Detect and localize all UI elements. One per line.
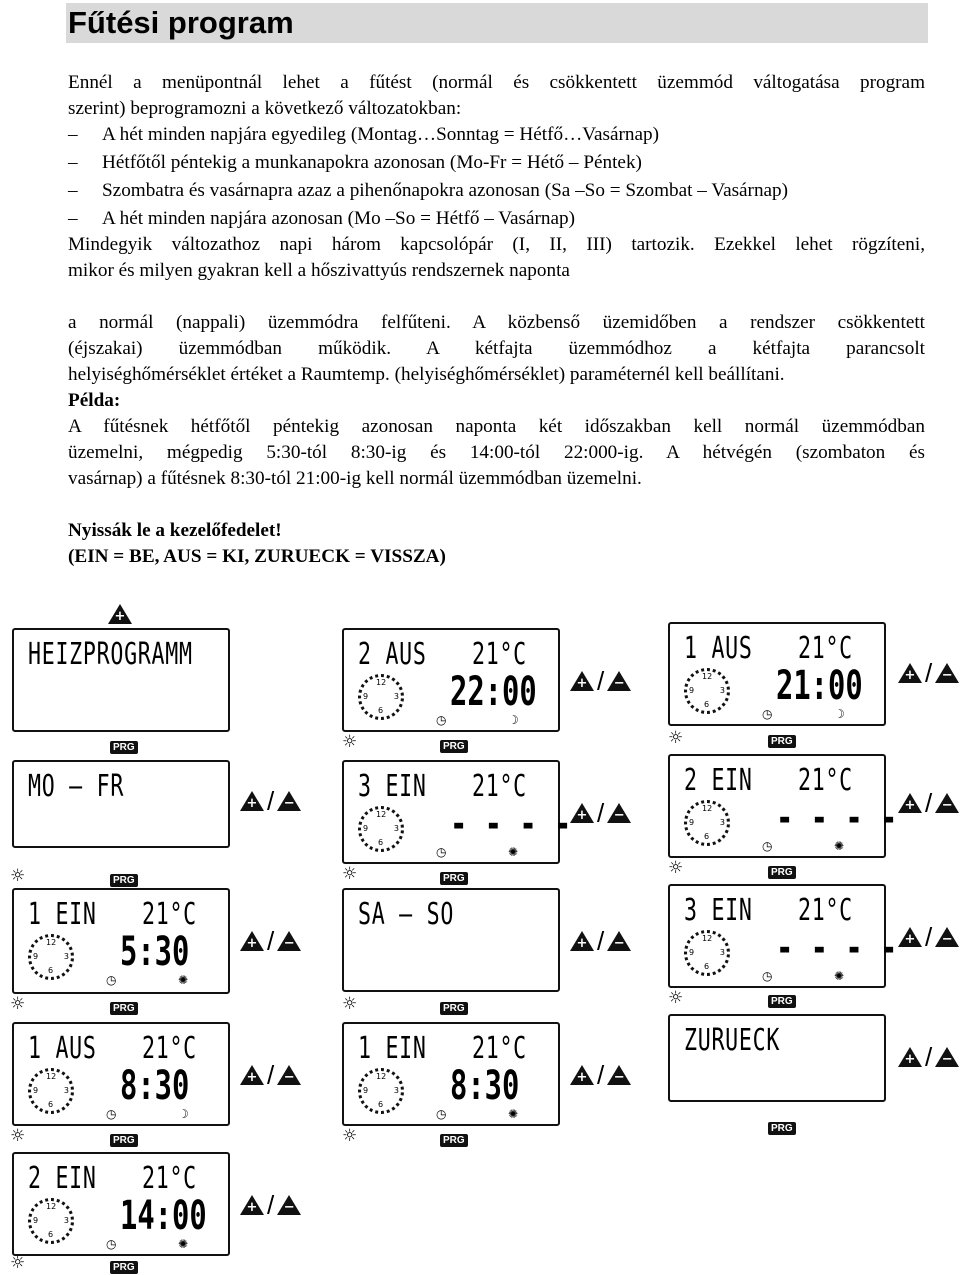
- minus-icon: −: [941, 1052, 953, 1067]
- sunburst-icon: ☼: [10, 1253, 26, 1273]
- sunburst-icon: ☼: [668, 858, 684, 878]
- plus-button[interactable]: [898, 793, 922, 813]
- display-time: - - - -: [776, 795, 898, 841]
- sun-icon: ✺: [834, 969, 845, 983]
- bullet-text: A hét minden napjára azonosan (Mo –So = Hétfő – Vasárnap): [102, 208, 575, 229]
- slash-separator: /: [267, 1060, 275, 1090]
- plus-icon: +: [576, 936, 588, 951]
- display-time: 5:30: [120, 929, 190, 975]
- plus-minus-buttons[interactable]: [898, 790, 959, 816]
- display-text: 1 AUS: [684, 631, 753, 666]
- minus-button[interactable]: [277, 1195, 301, 1215]
- plus-icon: +: [576, 1070, 588, 1085]
- prg-button[interactable]: PRG: [110, 741, 138, 754]
- bullet-dash: –: [68, 208, 78, 229]
- plus-icon: +: [576, 676, 588, 691]
- plus-minus-buttons[interactable]: [240, 788, 301, 814]
- display-text: 1 AUS: [28, 1031, 97, 1066]
- plus-minus-buttons[interactable]: [570, 928, 631, 954]
- dial-icon: 12 6 9 3: [684, 668, 730, 714]
- clock-icon: ◷: [762, 839, 773, 853]
- intro-line-1: Ennél a menüpontnál lehet a fűtést (normál és csökkentett üzemmód váltogatása program: [68, 72, 925, 93]
- plus-button[interactable]: [898, 1047, 922, 1067]
- display-text: MO – FR: [28, 769, 125, 804]
- prg-button[interactable]: PRG: [440, 1002, 468, 1015]
- prg-button[interactable]: PRG: [768, 1122, 796, 1135]
- moon-icon: ☽: [834, 707, 845, 721]
- clock-icon: ◷: [762, 969, 773, 983]
- plus-minus-buttons[interactable]: [898, 1044, 959, 1070]
- lcd-display: [342, 628, 560, 732]
- plus-button[interactable]: [108, 604, 132, 624]
- clock-icon: ◷: [106, 973, 117, 987]
- plus-minus-buttons[interactable]: [898, 660, 959, 686]
- example-line-1: A fűtésnek hétfőtől péntekig azonosan naponta két időszakban kell normál üzemmódban: [68, 416, 925, 437]
- bullet-text: Hétfőtől péntekig a munkanapokra azonosan (Mo-Fr = Hétő – Péntek): [102, 152, 642, 173]
- prg-button[interactable]: PRG: [440, 740, 468, 753]
- clock-icon: ◷: [762, 707, 773, 721]
- minus-icon: −: [941, 668, 953, 683]
- slash-separator: /: [597, 666, 605, 696]
- lcd-display: [12, 888, 230, 994]
- slash-separator: /: [267, 1190, 275, 1220]
- lcd-display: [342, 760, 572, 864]
- minus-icon: −: [283, 1200, 295, 1215]
- slash-separator: /: [925, 788, 933, 818]
- lcd-display: [12, 760, 230, 848]
- prg-button[interactable]: PRG: [110, 874, 138, 887]
- minus-icon: −: [283, 1070, 295, 1085]
- slash-separator: /: [597, 798, 605, 828]
- plus-icon: +: [904, 932, 916, 947]
- minus-button[interactable]: [607, 1065, 631, 1085]
- minus-button[interactable]: [277, 1065, 301, 1085]
- clock-icon: ◷: [106, 1237, 117, 1251]
- prg-button[interactable]: PRG: [110, 1261, 138, 1274]
- dial-icon: 12 6 9 3: [684, 930, 730, 976]
- plus-button[interactable]: [898, 663, 922, 683]
- lcd-display: [12, 1022, 230, 1126]
- minus-icon: −: [941, 798, 953, 813]
- plus-icon: +: [246, 1070, 258, 1085]
- prg-button[interactable]: PRG: [110, 1002, 138, 1015]
- display-time: 21:00: [776, 663, 863, 709]
- plus-icon: +: [114, 609, 126, 624]
- clock-icon: ◷: [436, 713, 447, 727]
- display-text: 2 AUS: [358, 637, 427, 672]
- para1-line-1: Mindegyik változathoz napi három kapcsolópár (I, II, III) tartozik. Ezekkel lehet rögzíteni,: [68, 234, 925, 255]
- display-text: 1 EIN: [28, 897, 97, 932]
- sunburst-icon: ☼: [342, 994, 358, 1014]
- dial-icon: 12 6 9 3: [684, 800, 730, 846]
- plus-icon: +: [576, 808, 588, 823]
- plus-minus-buttons[interactable]: [570, 800, 631, 826]
- dial-icon: 12 6 9 3: [28, 1068, 74, 1114]
- plus-minus-buttons[interactable]: [570, 668, 631, 694]
- minus-button[interactable]: [607, 931, 631, 951]
- display-time: - - - -: [450, 801, 572, 847]
- bullet-text: A hét minden napjára egyedileg (Montag…Sonntag = Hétfő…Vasárnap): [102, 124, 659, 145]
- minus-button[interactable]: [935, 927, 959, 947]
- clock-icon: ◷: [436, 845, 447, 859]
- bullet-text: Szombatra és vasárnapra azaz a pihenőnapokra azonosan (Sa –So = Szombat – Vasárnap): [102, 180, 789, 201]
- display-temperature: 21°C: [472, 637, 527, 672]
- lcd-display: [668, 884, 898, 988]
- prg-button[interactable]: PRG: [440, 1134, 468, 1147]
- plus-icon: +: [246, 1200, 258, 1215]
- display-time: 8:30: [120, 1063, 190, 1109]
- plus-icon: +: [904, 1052, 916, 1067]
- sun-icon: ✺: [508, 845, 519, 859]
- plus-minus-buttons[interactable]: [240, 1062, 301, 1088]
- display-text: 1 EIN: [358, 1031, 427, 1066]
- lcd-display: [12, 628, 230, 732]
- instruction-line-1: Nyissák le a kezelőfedelet!: [68, 520, 282, 541]
- dial-icon: 12 6 9 3: [358, 674, 404, 720]
- display-text: 3 EIN: [358, 769, 427, 804]
- example-line-3: vasárnap) a fűtésnek 8:30-tól 21:00-ig kell normál üzemmódban üzemelni.: [68, 468, 642, 489]
- display-temperature: 21°C: [142, 1161, 197, 1196]
- sunburst-icon: ☼: [342, 1126, 358, 1146]
- clock-icon: ◷: [436, 1107, 447, 1121]
- sunburst-icon: ☼: [10, 994, 26, 1014]
- plus-icon: +: [904, 668, 916, 683]
- minus-button[interactable]: [607, 671, 631, 691]
- bullet-dash: –: [68, 152, 78, 173]
- sunburst-icon: ☼: [342, 732, 358, 752]
- display-temperature: 21°C: [472, 1031, 527, 1066]
- minus-icon: −: [283, 796, 295, 811]
- lcd-display: [668, 1014, 886, 1102]
- slash-separator: /: [925, 922, 933, 952]
- sun-icon: ✺: [834, 839, 845, 853]
- display-text: 2 EIN: [684, 763, 753, 798]
- dial-icon: 12 6 9 3: [358, 1068, 404, 1114]
- plus-minus-buttons[interactable]: [898, 924, 959, 950]
- slash-separator: /: [597, 1060, 605, 1090]
- display-temperature: 21°C: [798, 763, 853, 798]
- sunburst-icon: ☼: [10, 866, 26, 886]
- display-text: SA – SO: [358, 897, 455, 932]
- minus-icon: −: [613, 936, 625, 951]
- display-text: ZURUECK: [684, 1023, 781, 1058]
- up-triangle-icon: [108, 604, 132, 624]
- slash-separator: /: [925, 1042, 933, 1072]
- display-temperature: 21°C: [142, 897, 197, 932]
- para2-line-3: helyiséghőmérséklet értéket a Raumtemp. (helyiséghőmérséklet) paraméternél kell beállítani.: [68, 364, 785, 385]
- minus-icon: −: [613, 808, 625, 823]
- plus-minus-buttons[interactable]: [240, 1192, 301, 1218]
- sunburst-icon: ☼: [668, 988, 684, 1008]
- plus-button[interactable]: [570, 803, 594, 823]
- sun-icon: ✺: [178, 973, 189, 987]
- para1-line-2: mikor és milyen gyakran kell a hőszivattyús rendszernek naponta: [68, 260, 570, 281]
- plus-button[interactable]: [240, 791, 264, 811]
- moon-icon: ☽: [508, 713, 519, 727]
- minus-button[interactable]: [935, 1047, 959, 1067]
- minus-button[interactable]: [277, 931, 301, 951]
- example-heading: Példa:: [68, 390, 121, 411]
- display-time: - - - -: [776, 925, 898, 971]
- bullet-dash: –: [68, 180, 78, 201]
- lcd-display: [668, 622, 886, 726]
- lcd-display: [342, 1022, 560, 1126]
- sunburst-icon: ☼: [10, 1126, 26, 1146]
- bullet-dash: –: [68, 124, 78, 145]
- slash-separator: /: [267, 786, 275, 816]
- instruction-line-2: (EIN = BE, AUS = KI, ZURUECK = VISSZA): [68, 546, 446, 567]
- example-line-2: üzemelni, mégpedig 5:30-tól 8:30-ig és 14:00-tól 22:000-ig. A hétvégén (szombaton és: [68, 442, 925, 463]
- plus-button[interactable]: [570, 1065, 594, 1085]
- display-time: 8:30: [450, 1063, 520, 1109]
- prg-button[interactable]: PRG: [768, 735, 796, 748]
- plus-minus-buttons[interactable]: [570, 1062, 631, 1088]
- minus-icon: −: [283, 936, 295, 951]
- plus-button[interactable]: [570, 931, 594, 951]
- lcd-display: [342, 888, 560, 992]
- para2-line-1: a normál (nappali) üzemmódra felfűteni. A közbenső üzemidőben a rendszer csökkentett: [68, 312, 925, 333]
- minus-icon: −: [613, 1070, 625, 1085]
- plus-button[interactable]: [898, 927, 922, 947]
- plus-button[interactable]: [240, 1195, 264, 1215]
- minus-icon: −: [941, 932, 953, 947]
- slash-separator: /: [925, 658, 933, 688]
- minus-button[interactable]: [935, 663, 959, 683]
- plus-icon: +: [246, 796, 258, 811]
- plus-button[interactable]: [240, 1065, 264, 1085]
- display-temperature: 21°C: [798, 893, 853, 928]
- para2-line-2: (éjszakai) üzemmódban működik. A kétfajta üzemmódhoz a kétfajta parancsolt: [68, 338, 925, 359]
- page-title: Fűtési program: [68, 5, 294, 40]
- dial-icon: 12 6 9 3: [28, 1198, 74, 1244]
- display-text: 3 EIN: [684, 893, 753, 928]
- minus-button[interactable]: [277, 791, 301, 811]
- clock-icon: ◷: [106, 1107, 117, 1121]
- sunburst-icon: ☼: [668, 728, 684, 748]
- plus-button[interactable]: [570, 671, 594, 691]
- dial-icon: 12 6 9 3: [358, 806, 404, 852]
- prg-button[interactable]: PRG: [768, 995, 796, 1008]
- plus-icon: +: [246, 936, 258, 951]
- sun-icon: ✺: [178, 1237, 189, 1251]
- plus-icon: +: [904, 798, 916, 813]
- prg-button[interactable]: PRG: [440, 872, 468, 885]
- display-text: 2 EIN: [28, 1161, 97, 1196]
- plus-minus-buttons[interactable]: [240, 928, 301, 954]
- sunburst-icon: ☼: [342, 864, 358, 884]
- minus-button[interactable]: [935, 793, 959, 813]
- lcd-display: [668, 754, 898, 858]
- sun-icon: ✺: [508, 1107, 519, 1121]
- prg-button[interactable]: PRG: [768, 866, 796, 879]
- minus-icon: −: [613, 676, 625, 691]
- slash-separator: /: [597, 926, 605, 956]
- display-temperature: 21°C: [472, 769, 527, 804]
- display-temperature: 21°C: [142, 1031, 197, 1066]
- intro-line-2: szerint) beprogramozni a következő változatokban:: [68, 98, 462, 119]
- moon-icon: ☽: [178, 1107, 189, 1121]
- minus-button[interactable]: [607, 803, 631, 823]
- display-time: 22:00: [450, 669, 537, 715]
- display-text: HEIZPROGRAMM: [28, 637, 193, 672]
- plus-button[interactable]: [240, 931, 264, 951]
- dial-icon: 12 6 9 3: [28, 934, 74, 980]
- display-time: 14:00: [120, 1193, 207, 1239]
- prg-button[interactable]: PRG: [110, 1134, 138, 1147]
- display-temperature: 21°C: [798, 631, 853, 666]
- lcd-display: [12, 1152, 230, 1256]
- slash-separator: /: [267, 926, 275, 956]
